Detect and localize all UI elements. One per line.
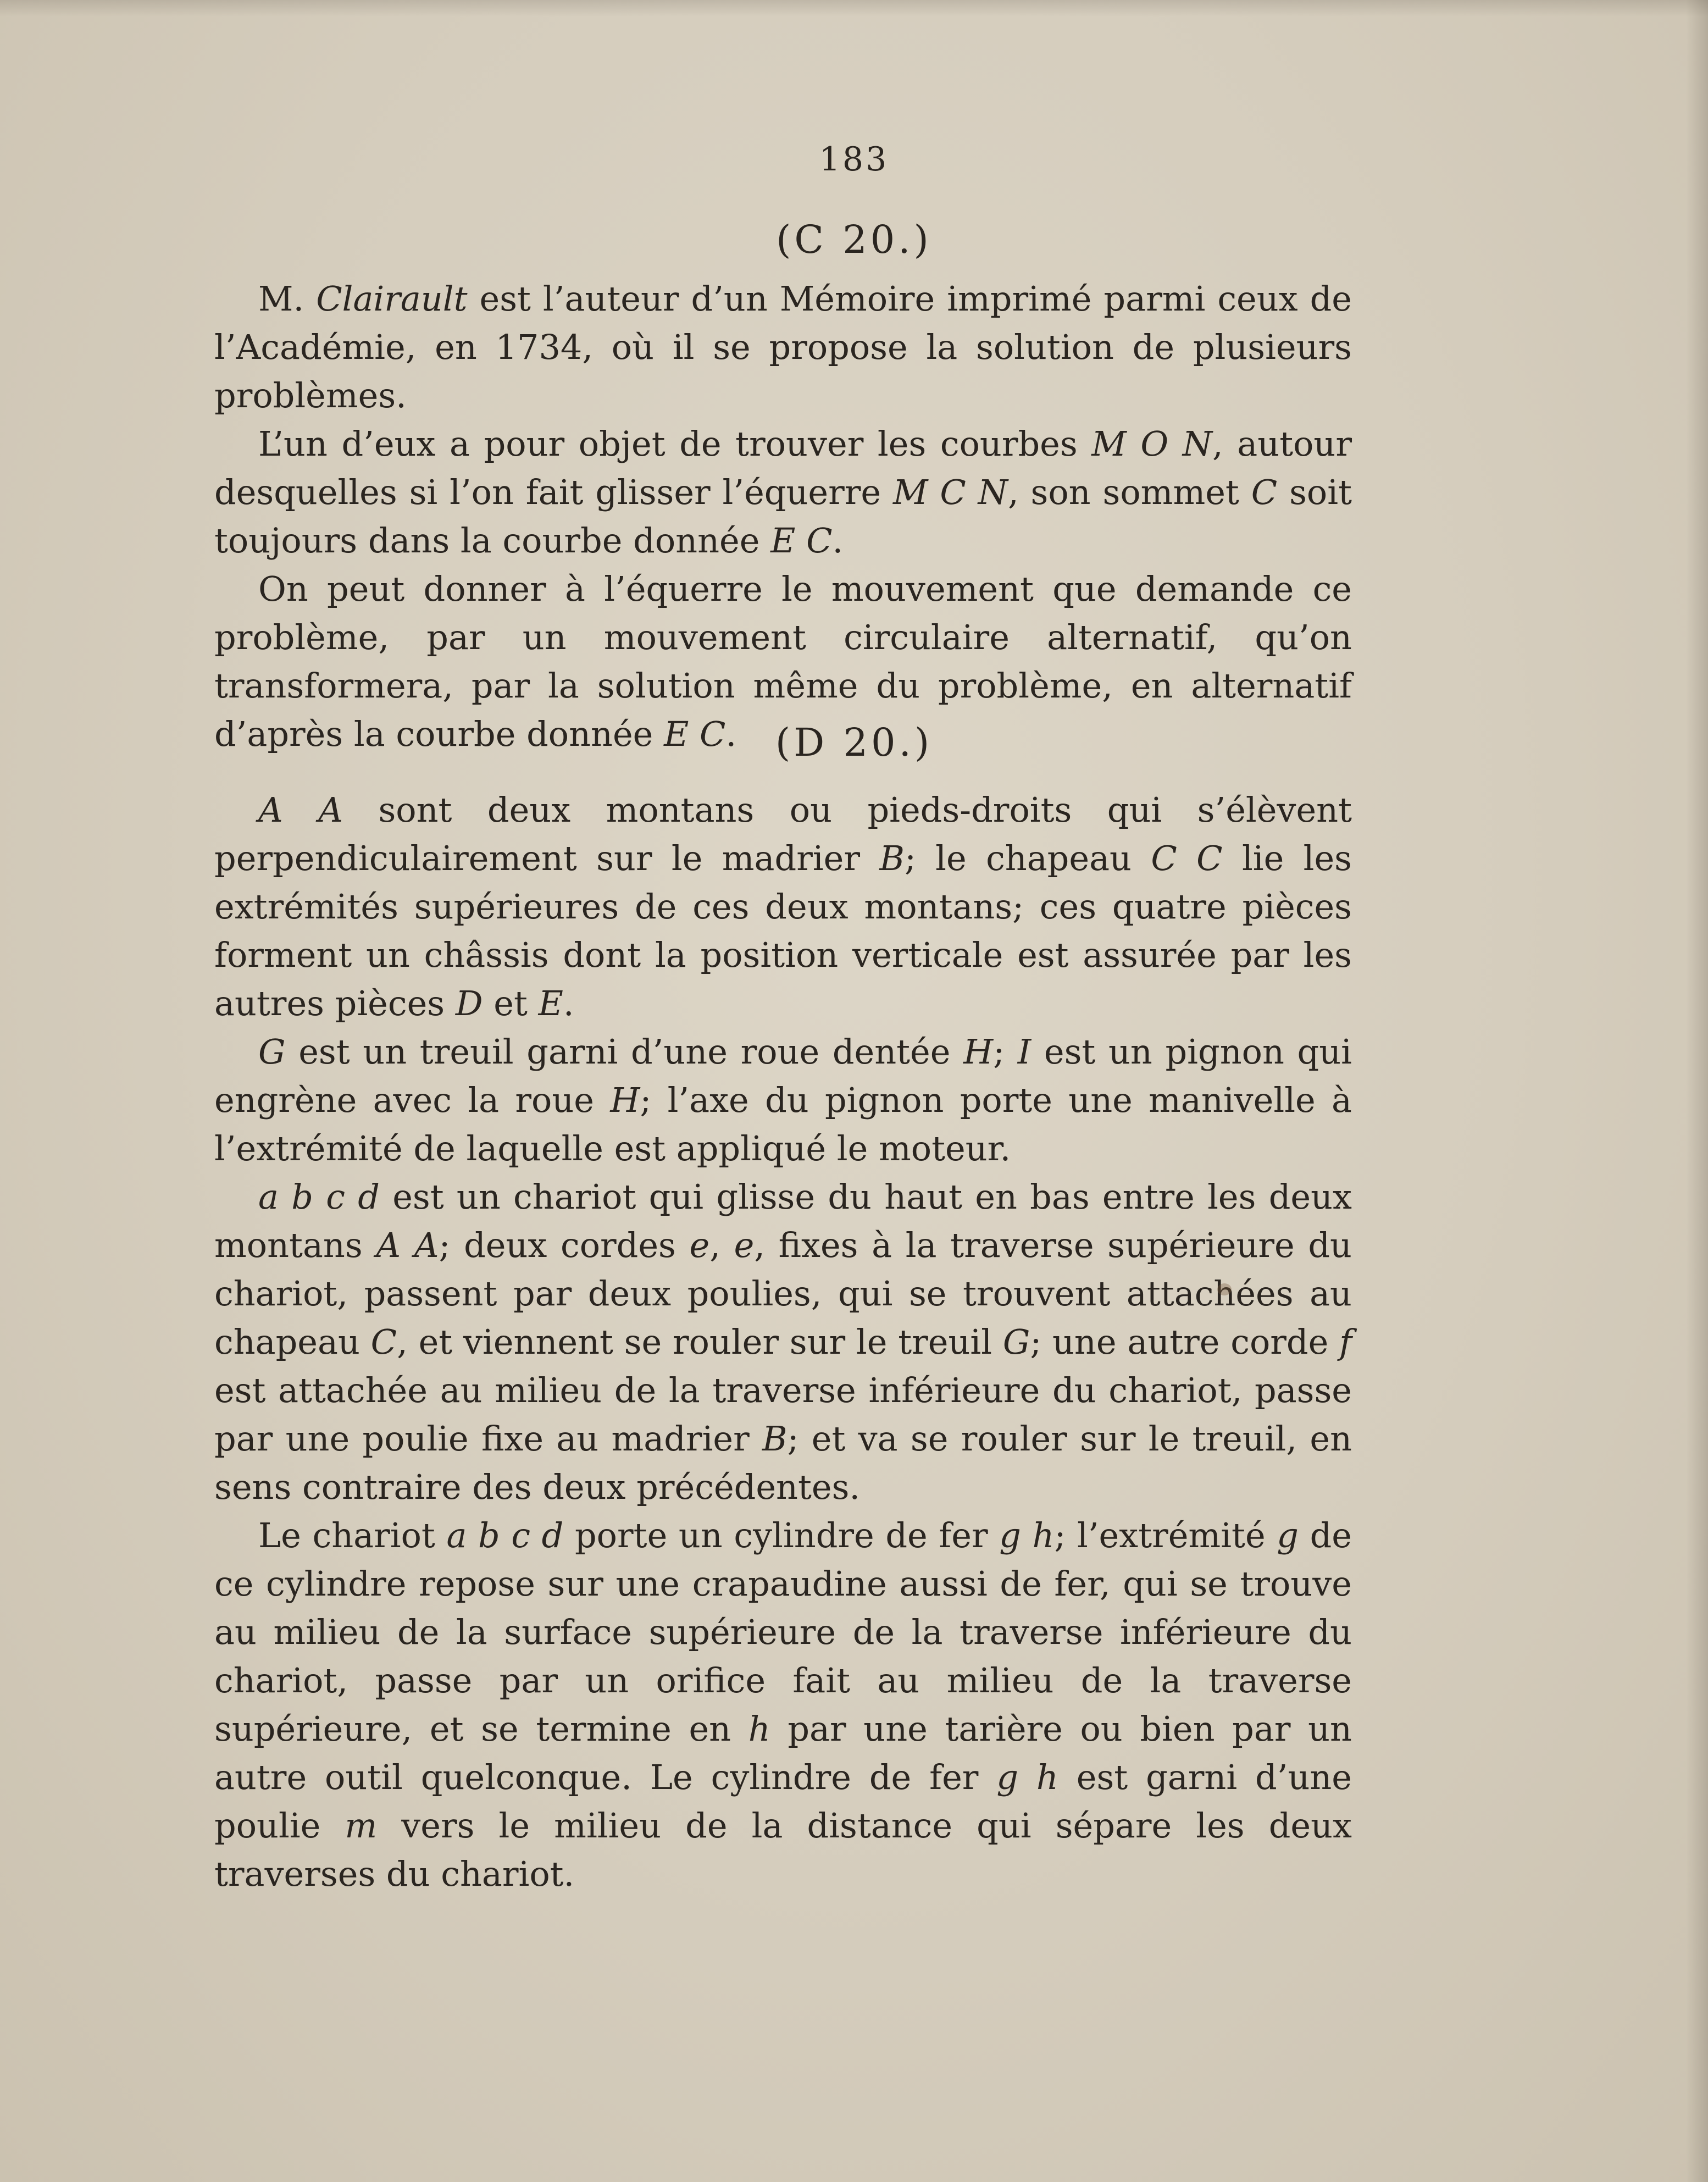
italic-variable: I	[1017, 1032, 1032, 1072]
italic-variable: h	[748, 1709, 770, 1749]
italic-variable: g	[1277, 1515, 1299, 1555]
italic-variable: E C	[770, 520, 833, 561]
text-run: ;	[993, 1032, 1018, 1072]
italic-variable: m	[345, 1806, 378, 1846]
italic-variable: C C	[1151, 838, 1223, 878]
text-run: ; deux cordes	[439, 1225, 690, 1265]
italic-variable: A A	[376, 1225, 439, 1265]
text-run: .	[563, 983, 574, 1023]
text-run: ; une autre corde	[1030, 1322, 1340, 1362]
text-run: est garni d’une poulie	[214, 1757, 1352, 1846]
italic-variable: G	[258, 1032, 286, 1072]
text-run: .	[725, 714, 737, 754]
italic-variable: Clairault	[316, 279, 468, 319]
text-run: est un pignon qui engrène avec la roue	[214, 1032, 1352, 1120]
text-run: L’un d’eux a pour objet de trouver les courbes	[258, 424, 1092, 464]
text-run: , et viennent se rouler sur le treuil	[397, 1322, 1003, 1362]
text-run: , son sommet	[1007, 472, 1251, 512]
italic-variable: H	[963, 1032, 994, 1072]
text-run: est un treuil garni d’une roue dentée	[285, 1032, 964, 1072]
italic-variable: g h	[996, 1757, 1058, 1797]
page-edge-shadow	[1686, 0, 1708, 2182]
italic-variable: g h	[999, 1515, 1055, 1555]
italic-variable: f	[1339, 1322, 1352, 1362]
paragraph	[214, 1028, 1352, 1173]
italic-variable: M C N	[892, 472, 1008, 512]
paragraph	[214, 1173, 1352, 1511]
text-run: par une tarière ou bien par un autre outil quelconque. Le cylindre de fer	[214, 1709, 1352, 1797]
text-run: , fixes à la traverse supérieure du chariot, passent par deux poulies, qui se trouvent attachées au chapeau	[214, 1225, 1352, 1362]
text-run: On peut donner à l’équerre le mouvement que demande ce problème, par un mouvement circulaire alternatif, qu’on transformera, par la solution même du problème, en alternatif d’après la courbe donnée	[214, 569, 1352, 754]
text-run: ; et va se rouler sur le treuil, en sens contraire des deux précédentes.	[214, 1419, 1352, 1507]
section-c20-text	[214, 275, 1352, 758]
italic-variable: e	[734, 1225, 755, 1265]
page-top-shadow	[0, 0, 1708, 16]
text-run: .	[832, 520, 844, 561]
text-run: ,	[709, 1225, 734, 1265]
text-run: vers le milieu de la distance qui sépare les deux traverses du chariot.	[214, 1806, 1352, 1894]
text-run: est attachée au milieu de la traverse inférieure du chariot, passe par une poulie fixe au madrier	[214, 1370, 1352, 1459]
text-run: , autour desquelles si l’on fait glisser l’équerre	[214, 424, 1352, 512]
ink-stain	[1217, 1283, 1232, 1295]
italic-variable: H	[610, 1080, 640, 1120]
italic-variable: A A	[258, 790, 343, 830]
italic-variable: C	[370, 1322, 397, 1362]
section-heading-c20: (C 20.)	[776, 217, 932, 262]
text-run: lie les extrémités supérieures de ces deux montans; ces quatre pièces forment un châssis dont la position verticale est assurée par les autres pièces	[214, 838, 1352, 1023]
italic-variable: e	[689, 1225, 710, 1265]
text-run: soit toujours dans la courbe donnée	[214, 472, 1352, 561]
section-d20-text	[214, 786, 1352, 1898]
text-run: et	[483, 983, 539, 1023]
italic-variable: B	[762, 1419, 788, 1459]
text-run: ; l’extrémité	[1054, 1515, 1277, 1555]
paragraph	[214, 786, 1352, 1028]
italic-variable: C	[1251, 472, 1278, 512]
italic-variable: E	[538, 983, 563, 1023]
italic-variable: E C	[664, 714, 726, 754]
italic-variable: M O N	[1091, 424, 1212, 464]
italic-variable: D	[455, 983, 483, 1023]
italic-variable: a b c d	[258, 1177, 380, 1217]
text-run: est un chariot qui glisse du haut en bas entre les deux montans	[214, 1177, 1352, 1265]
text-run: ; l’axe du pignon porte une manivelle à l’extrémité de laquelle est appliqué le moteur.	[214, 1080, 1352, 1168]
italic-variable: B	[879, 838, 905, 878]
italic-variable: a b c d	[446, 1515, 564, 1555]
text-run: sont deux montans ou pieds-droits qui s’élèvent perpendiculairement sur le madrier	[214, 790, 1352, 878]
italic-variable: G	[1002, 1322, 1030, 1362]
paragraph	[214, 275, 1352, 420]
text-run: porte un cylindre de fer	[563, 1515, 1000, 1555]
paragraph	[214, 1511, 1352, 1898]
paragraph	[214, 420, 1352, 565]
text-run: est l’auteur d’un Mémoire imprimé parmi ceux de l’Académie, en 1734, où il se propose la solution de plusieurs problèmes.	[214, 279, 1352, 416]
text-run: ; le chapeau	[904, 838, 1151, 878]
text-run: de ce cylindre repose sur une crapaudine aussi de fer, qui se trouve au milieu de la surface supérieure de la traverse inférieure du chariot, passe par un orifice fait au milieu de la traverse supérieure, et se termine en	[214, 1515, 1352, 1749]
page-number: 183	[819, 140, 889, 179]
text-run: Le chariot	[258, 1515, 447, 1555]
section-heading-d20: (D 20.)	[775, 720, 933, 765]
text-run: M.	[258, 279, 317, 319]
